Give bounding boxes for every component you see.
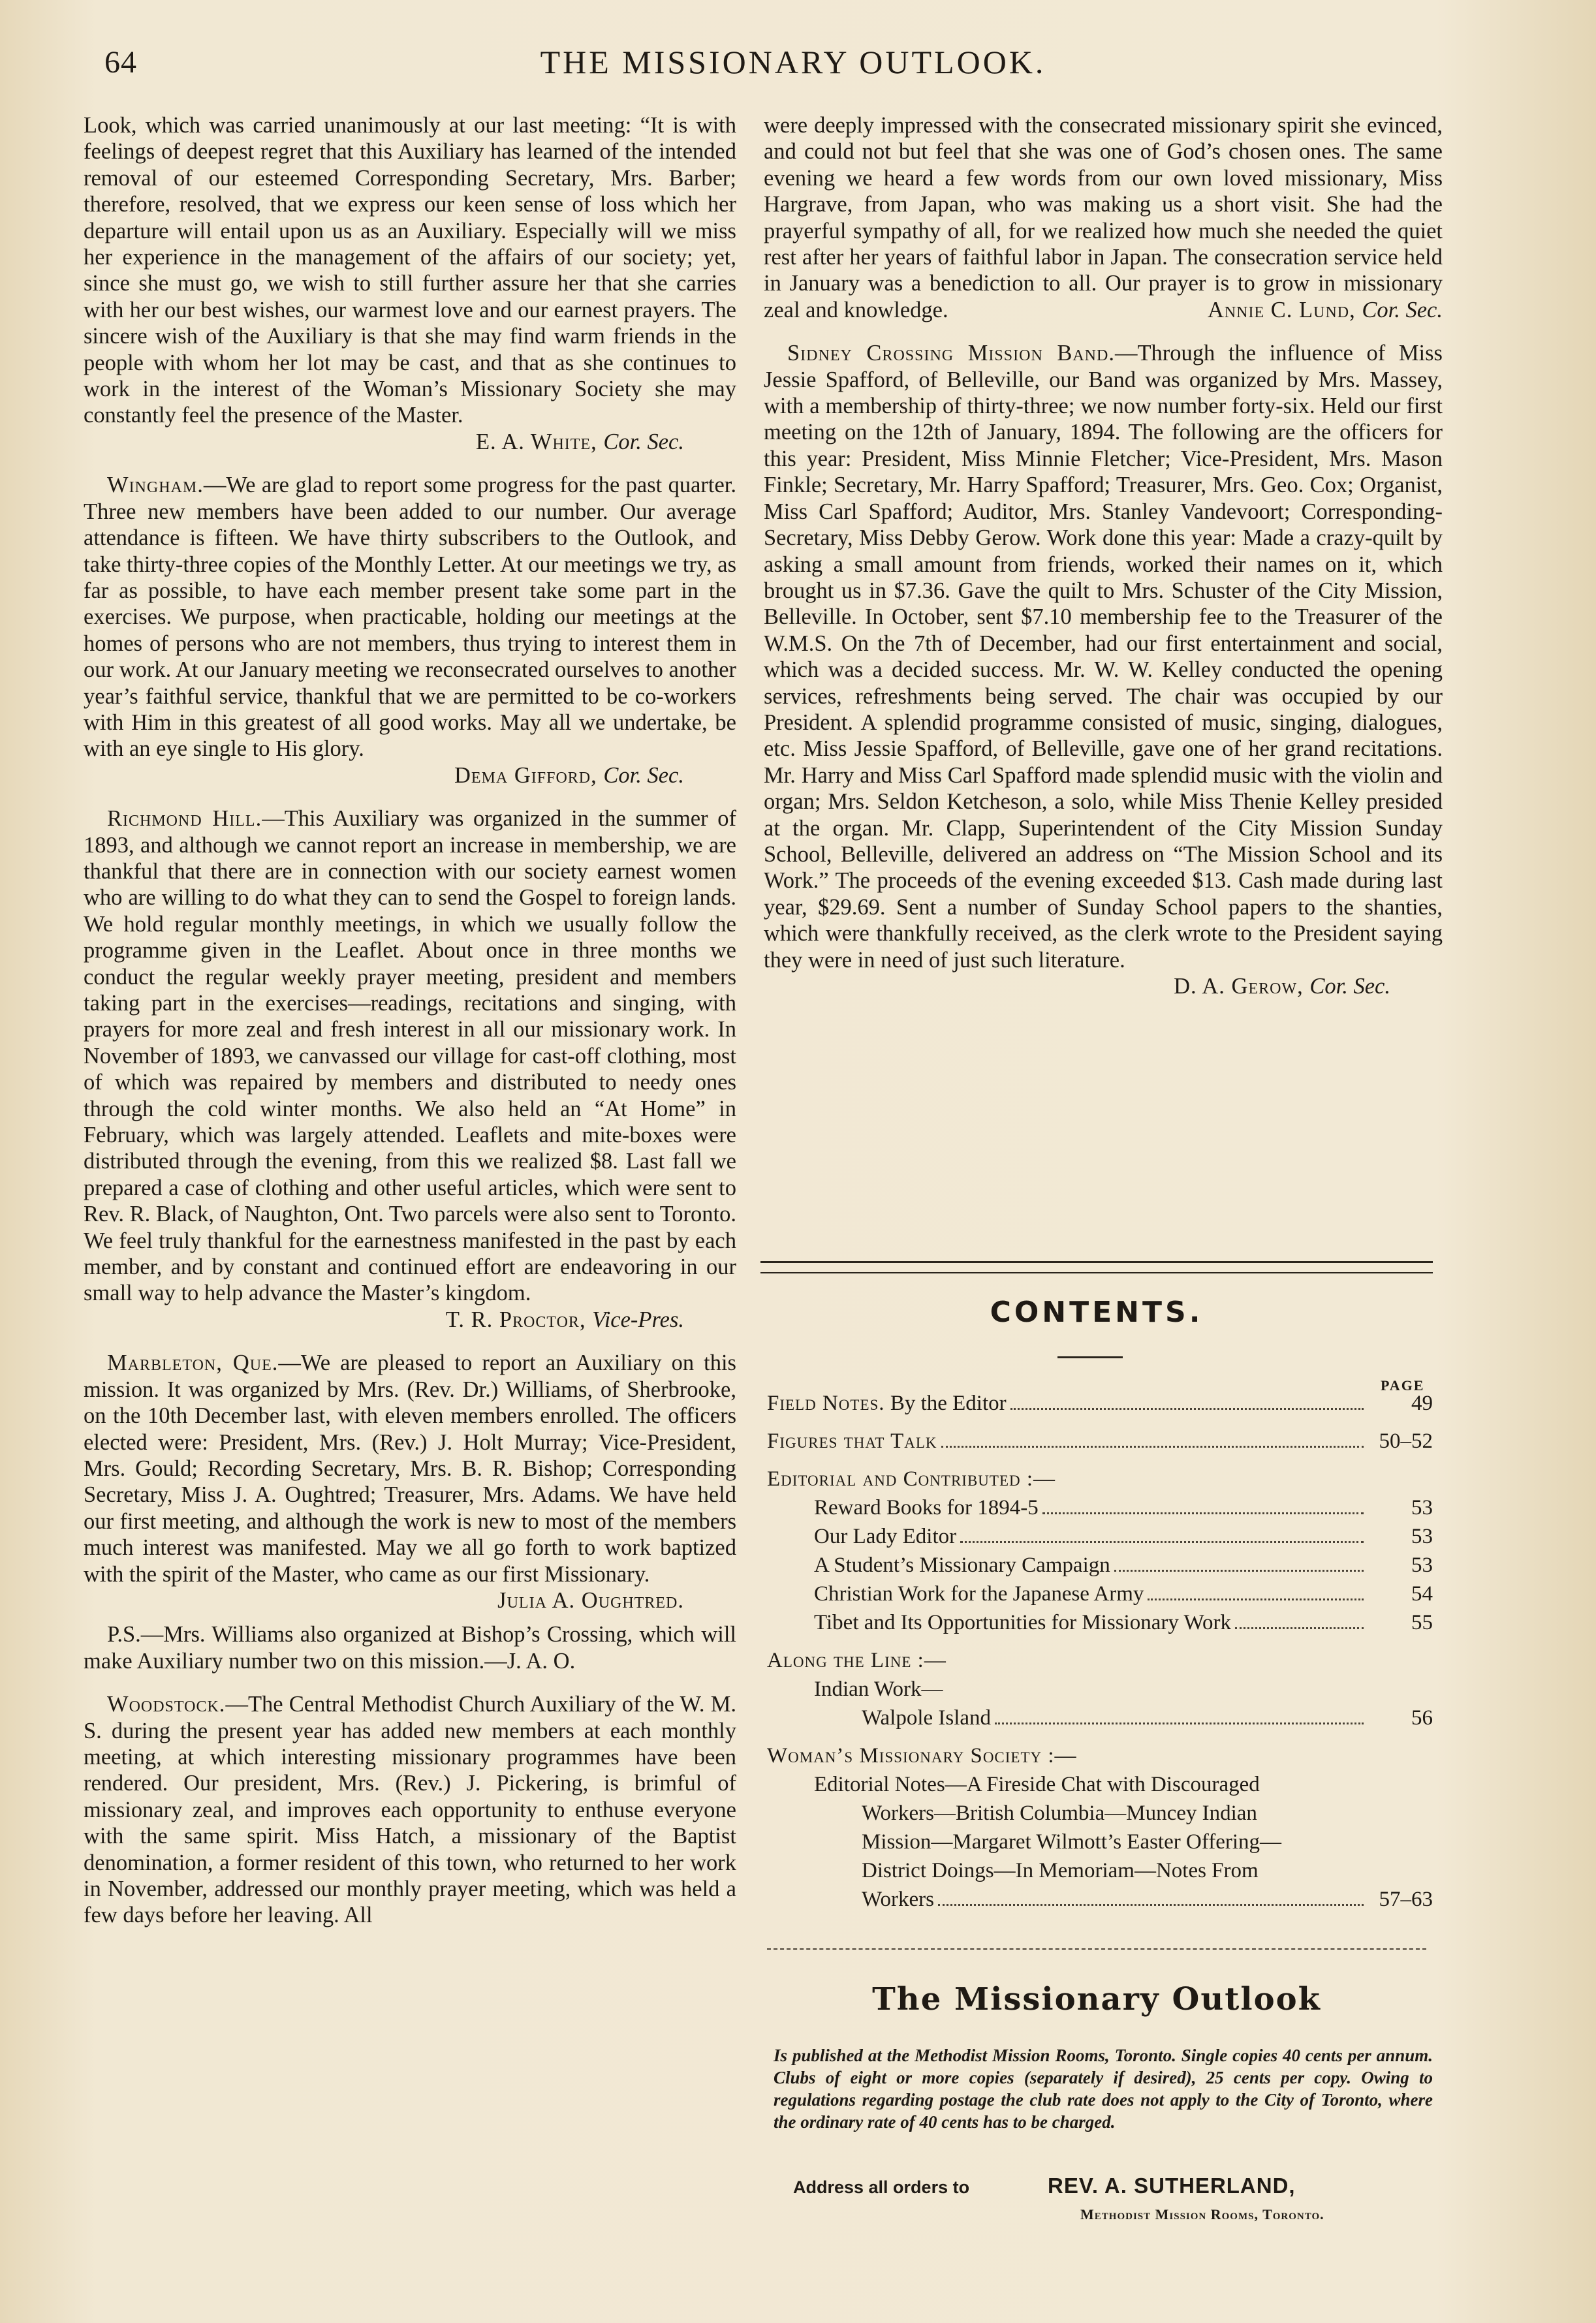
report-richmond-hill: Richmond Hill.—This Auxiliary was organized in the summer of 1893, and although we cannot report an increase in membership, we are thankful that there are in connection with our society earnest women who are willing to do what they can to send the Gospel to foreign lands. We hold regular monthly meetings, in which we usually follow the programme given in the Leaflet. About once in three months we conduct the regular weekly prayer meeting, president and members taking part in the exercises—readings, recitations and singing, with prayers for more zeal and fresh interest in all our missionary work. In November of 1893, we canvassed our village for cast-off clothing, most of which was repaired by members and distributed to needy ones through the cold winter months. We also held an “At Home” in February, which was largely attended. Leaflets and mite-boxes were distributed through the evening, from this we realized $8. Last fall we prepared a case of clothing and other useful articles, which were sent to Rev. R. Black, of Naughton, Ont. Two parcels were also sent to Toronto. We feel truly thankful for the earnestness manifested in the past by each member, and by constant and continued effort are endeavoring in our small way to help advance the Master’s kingdom. xyxy=(84,806,736,1306)
toc-section-along-the-line: Along the Line :— xyxy=(767,1649,947,1672)
page-ref: 55 xyxy=(1411,1611,1433,1634)
toc-row-editorial-4[interactable]: Tibet and Its Opportunities for Missionary Work 55 xyxy=(767,1608,1433,1637)
left-column xyxy=(84,112,736,1929)
signature-oughtred: Julia A. Oughtred. xyxy=(497,1587,684,1613)
place-name: Richmond Hill. xyxy=(107,806,262,832)
publication-title: The Missionary Outlook xyxy=(872,1981,1321,2018)
place-name: Wingham. xyxy=(107,473,204,498)
place-name: Woodstock. xyxy=(107,1692,226,1717)
order-name: REV. A. SUTHERLAND, xyxy=(1048,2174,1296,2198)
order-line xyxy=(793,2174,1433,2200)
woodstock-continued: were deeply impressed with the consecrated missionary spirit she evinced, and could not but feel that she was one of God’s chosen ones. The same evening we heard a few words from our own loved missionary, Miss Hargrave, from Japan, who was making us a short visit. She had the prayerful sympathy of all, for we realized how much she needed the quiet rest after her years of faithful labor in Japan. The consecration service held in January was a benediction to all. Our prayer is to grow in missionary zeal and knowledge. Annie C. Lund, Cor. Sec. xyxy=(764,113,1443,322)
toc-wms-line: District Doings—In Memoriam—Notes From xyxy=(862,1859,1259,1882)
page-ref: 49 xyxy=(1411,1392,1433,1415)
page-ref: 53 xyxy=(1411,1553,1433,1577)
place-name: Sidney Crossing Mission Band. xyxy=(787,341,1115,366)
right-column xyxy=(764,112,1443,999)
toc-row-editorial-0[interactable]: Reward Books for 1894-5 53 xyxy=(767,1493,1433,1522)
page-ref: 57–63 xyxy=(1379,1888,1433,1911)
toc-row-field-notes[interactable]: Field Notes. By the Editor 49 xyxy=(767,1389,1433,1418)
resolution-text: Look, which was carried unanimously at our last meeting: “It is with feelings of deepest regret that this Auxiliary has learned of the intended removal of our esteemed Corresponding Secretary, Mrs. Barber; therefore, resolved, that we express our keen sense of loss which her departure will entail upon us as an Auxiliary. Especially will we miss her experience in the management of the affairs of our society; yet, since she must go, we wish to still further assure her that she carries with her our best wishes, our warmest love and our earnest prayers. The sincere wish of the Auxiliary is that she may find warm friends in the people with whom her lot may be cast, and that as she continues to work in the interest of the Woman’s Missionary Society she may constantly feel the presence of the Master. xyxy=(84,113,736,428)
page-ref: 53 xyxy=(1411,1525,1433,1548)
ornamental-divider xyxy=(767,1948,1426,1956)
order-address: Methodist Mission Rooms, Toronto. xyxy=(1080,2206,1324,2222)
section-divider xyxy=(760,1261,1433,1273)
running-title: THE MISSIONARY OUTLOOK. xyxy=(540,44,1046,80)
page-ref: 50–52 xyxy=(1379,1429,1433,1453)
place-name: Marbleton, Que. xyxy=(107,1350,279,1376)
report-marbleton: Marbleton, Que.—We are pleased to report an Auxiliary on this mission. It was organized by Mrs. (Rev. Dr.) Williams, of Sherbrooke, on the 10th December last, with eleven members enrolled. The officers elected were: President, Mrs. (Rev.) J. Holt Murray; Vice-President, Mrs. Gould; Recording Secretary, Mrs. B. R. Bishop; Corresponding Secretary, Miss J. A. Oughtred; Treasurer, Mrs. Adams. We have held our first meeting, and although the work is new to most of the members much interest was manifested. May we all go forth to work baptized with the spirit of the Master, who came as our first Missionary. xyxy=(84,1350,736,1587)
page-ref: 54 xyxy=(1411,1582,1433,1606)
toc-row-walpole[interactable]: Walpole Island 56 xyxy=(767,1704,1433,1732)
toc-wms-line: Workers—British Columbia—Muncey Indian xyxy=(862,1801,1257,1825)
page-ref: 53 xyxy=(1411,1496,1433,1520)
toc-row-figures[interactable]: Figures that Talk 50–52 xyxy=(767,1427,1433,1456)
toc-section-editorial: Editorial and Contributed :— xyxy=(767,1467,1056,1491)
report-woodstock: Woodstock.—The Central Methodist Church Auxiliary of the W. M. S. during the present year has added new members at each monthly meeting, at which interesting missionary programmes have been rendered. Our president, Mrs. (Rev.) J. Pickering, is brimful of missionary zeal, and improves each opportunity to enthuse everyone with the same spirit. Miss Hatch, a missionary of the Baptist denomination, a former resident of this town, who returned to her work in November, addressed our monthly prayer meeting, which was held a few days before her leaving. All xyxy=(84,1692,736,1928)
signature-proctor: T. R. Proctor, Vice-Pres. xyxy=(445,1307,684,1332)
signature-lund: Annie C. Lund, Cor. Sec. xyxy=(1207,297,1443,322)
page-ref: 56 xyxy=(1411,1706,1433,1730)
toc-row-editorial-1[interactable]: Our Lady Editor 53 xyxy=(767,1522,1433,1551)
report-sidney-crossing: Sidney Crossing Mission Band.—Through the influence of Miss Jessie Spafford, of Belleville, our Band was organized by Mrs. Massey, with a membership of thirty-three; we now number forty-six. Held our first meeting on the 12th of January, 1894. The following are the officers for this year: President, Miss Minnie Fletcher; Vice-President, Mrs. Mason Finkle; Secretary, Mr. Harry Spafford; Treasurer, Mrs. Geo. Cox; Organist, Miss Carl Spafford; Auditor, Mrs. Stanley Vandevoort; Corresponding-Secretary, Miss Debby Gerow. Work done this year: Made a crazy-quilt by asking a small amount from friends, worked their names on it, which brought us in $7.36. Gave the quilt to Mrs. Schuster of the City Mission, Belleville. In October, sent $7.10 membership fee to the Treasurer of the W.M.S. On the 7th of December, had our first entertainment and social, which was a decided success. Mr. W. W. Kelley conducted the opening services, refreshments being served. The chair was occupied by our President. A splendid programme consisted of music, singing, dialogues, etc. Miss Jessie Spafford, of Belleville, gave one of her grand recitations. Mr. Harry and Miss Carl Spafford made splendid music with the violin and organ; Mrs. Seldon Ketcheson, a solo, while Miss Thenie Kelley presided at the organ. Mr. Clapp, Superintendent of the City Mission Sunday School, Belleville, delivered an address on “The Mission School and its Work.” The proceeds of the evening exceeded $13. Cash made during last year, $29.69. Sent a number of Sunday School papers to the shanties, which were thankfully received, as the clerk wrote to the President saying they were in need of just such literature. xyxy=(764,341,1443,973)
signature-gerow: D. A. Gerow, Cor. Sec. xyxy=(1174,974,1390,999)
toc-subsection-indian-work: Indian Work— xyxy=(814,1677,943,1701)
page-column-label: PAGE xyxy=(1381,1377,1425,1394)
table-of-contents xyxy=(767,1389,1433,1914)
page-number: 64 xyxy=(104,45,137,80)
publication-description: Is published at the Methodist Mission Rooms, Toronto. Single copies 40 cents per annum. Clubs of eight or more copies (separately if desired), 25 cents per copy. Owing to regulations regarding postage the club rate does not apply to the City of Toronto, where the ordinary rate of 40 cents has to be charged. xyxy=(774,2046,1433,2132)
report-wingham: Wingham.—We are glad to report some progress for the past quarter. Three new members have been added to our number. Our average attendance is fifteen. We have thirty subscribers to the Outlook, and take thirty-three copies of the Monthly Letter. At our meetings we try, as far as possible, to have each member present take some part in the exercises. We purpose, when practicable, holding our meetings at the homes of persons who are not members, thus trying to interest them in our work. At our January meeting we reconsecrated ourselves to another year’s faithful service, thankful that we are permitted to be co-workers with Him in this greatest of all good works. May all we undertake, be with an eye single to His glory. xyxy=(84,473,736,762)
order-label: Address all orders to xyxy=(793,2177,970,2197)
toc-wms-line: Mission—Margaret Wilmott’s Easter Offering— xyxy=(862,1830,1282,1854)
heading-rule xyxy=(1057,1356,1123,1358)
toc-row-editorial-3[interactable]: Christian Work for the Japanese Army 54 xyxy=(767,1580,1433,1608)
toc-wms-line: Editorial Notes—A Fireside Chat with Discouraged xyxy=(814,1773,1260,1796)
signature-gifford: Dema Gifford, Cor. Sec. xyxy=(454,762,684,788)
signature-white: E. A. White, Cor. Sec. xyxy=(475,429,684,454)
postscript: P.S.—Mrs. Williams also organized at Bishop’s Crossing, which will make Auxiliary number two on this mission.—J. A. O. xyxy=(84,1622,736,1674)
page-header xyxy=(98,40,1488,86)
toc-section-wms: Woman’s Missionary Society :— xyxy=(767,1744,1077,1768)
toc-row-wms-workers[interactable]: Workers 57–63 xyxy=(767,1885,1433,1914)
contents-heading: CONTENTS. xyxy=(990,1296,1204,1329)
toc-row-editorial-2[interactable]: A Student’s Missionary Campaign 53 xyxy=(767,1551,1433,1580)
